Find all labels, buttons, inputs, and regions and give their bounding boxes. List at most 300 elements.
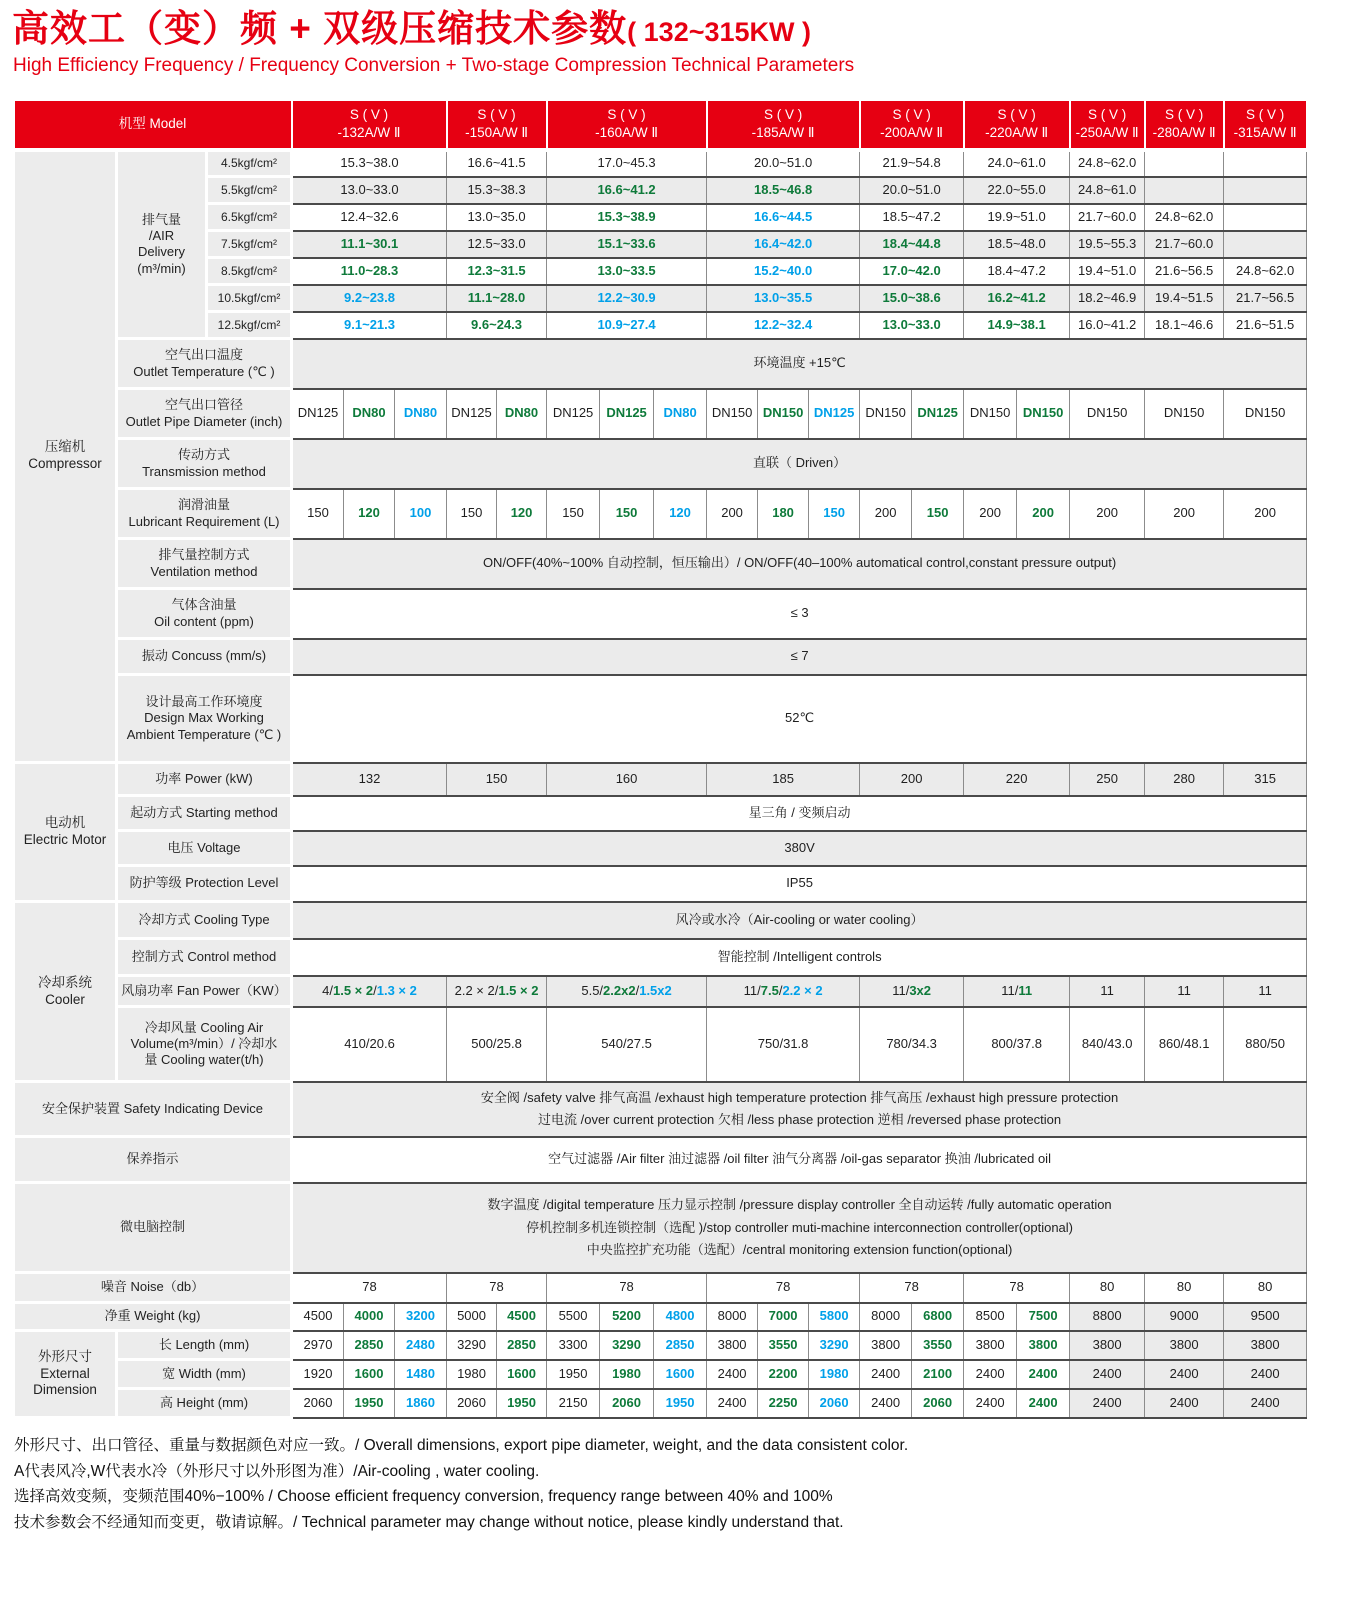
air-delivery-row	[14, 285, 1307, 312]
lubricant-cell: 150	[809, 489, 860, 539]
attr-row	[14, 831, 1307, 866]
pressure-label: 6.5kgf/cm²	[207, 204, 292, 231]
concuss-value: ≤ 7	[292, 639, 1307, 675]
pipe-diameter-cell: DN150	[860, 389, 912, 439]
attr-row	[14, 796, 1307, 831]
attr-label-lubricant: 润滑油量 Lubricant Requirement (L)	[117, 489, 292, 539]
height-cell: 1950	[344, 1389, 395, 1418]
noise-cell: 80	[1070, 1273, 1145, 1303]
cooling-volume-cell: 880/50	[1224, 1007, 1307, 1082]
length-cell: 3290	[600, 1331, 654, 1360]
attr-label-cooling-type: 冷却方式 Cooling Type	[117, 902, 292, 939]
fan-power-cell: 11	[1070, 976, 1145, 1007]
attr-label-design-temp: 设计最高工作环境度 Design Max Working Ambient Temperature (℃ )	[117, 675, 292, 763]
maintenance-value: 空气过滤器 /Air filter 油过滤器 /oil filter 油气分离器 /oil-gas separator 换油 /lubricated oil	[292, 1137, 1307, 1183]
height-cell: 2400	[1224, 1389, 1307, 1418]
power-cell: 150	[447, 763, 547, 796]
air-delivery-row	[14, 312, 1307, 339]
pipe-diameter-cell: DN150	[964, 389, 1017, 439]
attr-row	[14, 439, 1307, 489]
air-delivery-cell: 21.6~56.5	[1145, 258, 1224, 285]
air-delivery-cell: 24.8~61.0	[1070, 177, 1145, 204]
air-delivery-cell: 19.4~51.5	[1145, 285, 1224, 312]
air-delivery-cell: 18.1~46.6	[1145, 312, 1224, 339]
air-delivery-cell	[1145, 150, 1224, 177]
pipe-diameter-cell: DN150	[1017, 389, 1070, 439]
pipe-diameter-cell: DN150	[707, 389, 758, 439]
air-delivery-row	[14, 258, 1307, 285]
cooling-volume-cell: 860/48.1	[1145, 1007, 1224, 1082]
height-cell: 2400	[860, 1389, 912, 1418]
protection-value: IP55	[292, 866, 1307, 902]
air-delivery-cell	[1145, 177, 1224, 204]
length-cell: 3800	[1017, 1331, 1070, 1360]
model-header-label: 机型 Model	[14, 100, 292, 150]
oil-content-value: ≤ 3	[292, 589, 1307, 639]
weight-cell: 4800	[654, 1303, 707, 1331]
weight-cell: 8000	[707, 1303, 758, 1331]
width-cell: 2400	[1070, 1360, 1145, 1389]
length-cell: 3800	[707, 1331, 758, 1360]
noise-cell: 80	[1145, 1273, 1224, 1303]
model-header: S ( V ) -315A/W Ⅱ	[1224, 100, 1307, 150]
group-label-compressor: 压缩机 Compressor	[14, 150, 117, 763]
pipe-diameter-cell: DN125	[600, 389, 654, 439]
air-delivery-cell: 16.2~41.2	[964, 285, 1070, 312]
height-cell: 1950	[497, 1389, 547, 1418]
air-delivery-cell: 18.5~48.0	[964, 231, 1070, 258]
air-delivery-row	[14, 204, 1307, 231]
width-cell: 1600	[654, 1360, 707, 1389]
attr-row	[14, 1389, 1307, 1418]
fan-power-cell: 2.2 × 2/1.5 × 2	[447, 976, 547, 1007]
air-delivery-cell: 16.6~41.5	[447, 150, 547, 177]
width-cell: 1980	[447, 1360, 497, 1389]
width-cell: 1950	[547, 1360, 600, 1389]
air-delivery-cell: 13.0~35.0	[447, 204, 547, 231]
transmission-value: 直联（ Driven）	[292, 439, 1307, 489]
pipe-diameter-cell: DN125	[912, 389, 964, 439]
pressure-label: 5.5kgf/cm²	[207, 177, 292, 204]
outlet-temperature-value: 环境温度 +15℃	[292, 339, 1307, 389]
label-noise: 噪音 Noise（db）	[14, 1273, 292, 1303]
attr-row	[14, 1273, 1307, 1303]
footnote: 外形尺寸、出口管径、重量与数据颜色对应一致。/ Overall dimensions, export pipe diameter, weight, and the data consistent color.	[14, 1437, 909, 1455]
lubricant-cell: 100	[395, 489, 447, 539]
air-delivery-cell: 19.9~51.0	[964, 204, 1070, 231]
air-delivery-cell: 22.0~55.0	[964, 177, 1070, 204]
fan-power-cell: 11/11	[964, 976, 1070, 1007]
air-delivery-cell: 21.7~56.5	[1224, 285, 1307, 312]
air-delivery-cell: 18.5~47.2	[860, 204, 964, 231]
fan-power-cell: 11/7.5/2.2 × 2	[707, 976, 860, 1007]
model-header-row	[14, 100, 1307, 150]
air-delivery-cell: 17.0~42.0	[860, 258, 964, 285]
length-cell: 2970	[292, 1331, 344, 1360]
noise-cell: 78	[964, 1273, 1070, 1303]
weight-cell: 9500	[1224, 1303, 1307, 1331]
air-delivery-cell: 12.5~33.0	[447, 231, 547, 258]
parameters-table-wrap	[12, 99, 1339, 1420]
height-cell: 2400	[1070, 1389, 1145, 1418]
label-microcomputer: 微电脑控制	[14, 1183, 292, 1273]
footnote: 选择高效变频，变频范围40%−100% / Choose efficient frequency conversion, frequency range between 40% and 100%	[14, 1488, 833, 1506]
model-header: S ( V ) -132A/W Ⅱ	[292, 100, 447, 150]
width-cell: 1600	[497, 1360, 547, 1389]
pipe-diameter-cell: DN125	[447, 389, 497, 439]
air-delivery-row	[14, 177, 1307, 204]
height-cell: 2400	[964, 1389, 1017, 1418]
lubricant-cell: 200	[1017, 489, 1070, 539]
lubricant-cell: 200	[964, 489, 1017, 539]
air-delivery-cell: 13.0~35.5	[707, 285, 860, 312]
air-delivery-cell: 16.6~41.2	[547, 177, 707, 204]
lubricant-cell: 200	[1224, 489, 1307, 539]
length-cell: 2850	[344, 1331, 395, 1360]
pipe-diameter-cell: DN80	[654, 389, 707, 439]
air-delivery-cell	[1224, 150, 1307, 177]
fan-power-cell: 4/1.5 × 2/1.3 × 2	[292, 976, 447, 1007]
air-delivery-cell: 19.5~55.3	[1070, 231, 1145, 258]
noise-cell: 78	[707, 1273, 860, 1303]
attr-label-power: 功率 Power (kW)	[117, 763, 292, 796]
air-delivery-cell: 24.8~62.0	[1224, 258, 1307, 285]
page-subtitle: High Efficiency Frequency / Frequency Conversion + Two-stage Compression Technical Parameters	[13, 54, 855, 76]
lubricant-cell: 200	[707, 489, 758, 539]
cooling-volume-cell: 840/43.0	[1070, 1007, 1145, 1082]
power-cell: 132	[292, 763, 447, 796]
air-delivery-cell: 16.4~42.0	[707, 231, 860, 258]
length-cell: 3290	[809, 1331, 860, 1360]
air-delivery-cell: 9.6~24.3	[447, 312, 547, 339]
width-cell: 1980	[809, 1360, 860, 1389]
attr-label-height: 高 Height (mm)	[117, 1389, 292, 1418]
air-delivery-cell: 24.8~62.0	[1145, 204, 1224, 231]
length-cell: 2850	[654, 1331, 707, 1360]
fan-power-cell: 11	[1224, 976, 1307, 1007]
width-cell: 2400	[1224, 1360, 1307, 1389]
length-cell: 3300	[547, 1331, 600, 1360]
height-cell: 2060	[292, 1389, 344, 1418]
attr-label-air-delivery: 排气量 /AIR Delivery (m³/min)	[117, 150, 207, 339]
pressure-label: 8.5kgf/cm²	[207, 258, 292, 285]
air-delivery-cell	[1224, 231, 1307, 258]
lubricant-cell: 120	[344, 489, 395, 539]
height-cell: 2060	[447, 1389, 497, 1418]
design-temp-value: 52℃	[292, 675, 1307, 763]
air-delivery-cell: 12.2~32.4	[707, 312, 860, 339]
air-delivery-cell: 18.4~44.8	[860, 231, 964, 258]
air-delivery-cell: 13.0~33.0	[292, 177, 447, 204]
attr-row	[14, 589, 1307, 639]
cooling-volume-cell: 800/37.8	[964, 1007, 1070, 1082]
cooling-volume-cell: 500/25.8	[447, 1007, 547, 1082]
height-cell: 2150	[547, 1389, 600, 1418]
group-label-electric-motor: 电动机 Electric Motor	[14, 763, 117, 902]
height-cell: 1950	[654, 1389, 707, 1418]
attr-row	[14, 1303, 1307, 1331]
weight-cell: 4500	[497, 1303, 547, 1331]
air-delivery-cell: 20.0~51.0	[860, 177, 964, 204]
air-delivery-cell: 10.9~27.4	[547, 312, 707, 339]
lubricant-cell: 200	[1070, 489, 1145, 539]
air-delivery-cell: 21.6~51.5	[1224, 312, 1307, 339]
length-cell: 2480	[395, 1331, 447, 1360]
attr-label-length: 长 Length (mm)	[117, 1331, 292, 1360]
attr-label-transmission: 传动方式 Transmission method	[117, 439, 292, 489]
air-delivery-cell: 13.0~33.0	[860, 312, 964, 339]
air-delivery-cell: 15.1~33.6	[547, 231, 707, 258]
lubricant-cell: 150	[600, 489, 654, 539]
attr-row	[14, 489, 1307, 539]
air-delivery-cell: 15.3~38.0	[292, 150, 447, 177]
lubricant-cell: 150	[292, 489, 344, 539]
pipe-diameter-cell: DN80	[344, 389, 395, 439]
pipe-diameter-cell: DN80	[497, 389, 547, 439]
lubricant-cell: 200	[860, 489, 912, 539]
height-cell: 2250	[758, 1389, 809, 1418]
label-weight: 净重 Weight (kg)	[14, 1303, 292, 1331]
height-cell: 2400	[1145, 1389, 1224, 1418]
attr-row	[14, 1007, 1307, 1082]
width-cell: 1980	[600, 1360, 654, 1389]
cooling-volume-cell: 410/20.6	[292, 1007, 447, 1082]
microcomputer-value: 数字温度 /digital temperature 压力显示控制 /pressure display controller 全自动运转 /fully automatic operation 停机控制多机连锁控制（选配 )/stop controller muti-machine interconnection controller(optional) 中央监控扩充功能（选配）/central monitoring extension function(optional)	[292, 1183, 1307, 1273]
pipe-diameter-cell: DN80	[395, 389, 447, 439]
pipe-diameter-cell: DN125	[809, 389, 860, 439]
noise-cell: 80	[1224, 1273, 1307, 1303]
attr-label-cooling-volume: 冷却风量 Cooling Air Volume(m³/min）/ 冷却水 量 Cooling water(t/h)	[117, 1007, 292, 1082]
noise-cell: 78	[860, 1273, 964, 1303]
height-cell: 1860	[395, 1389, 447, 1418]
cooling-volume-cell: 750/31.8	[707, 1007, 860, 1082]
air-delivery-cell: 15.0~38.6	[860, 285, 964, 312]
power-cell: 220	[964, 763, 1070, 796]
model-header: S ( V ) -160A/W Ⅱ	[547, 100, 707, 150]
starting-value: 星三角 / 变频启动	[292, 796, 1307, 831]
weight-cell: 5500	[547, 1303, 600, 1331]
pressure-label: 7.5kgf/cm²	[207, 231, 292, 258]
weight-cell: 8000	[860, 1303, 912, 1331]
power-cell: 250	[1070, 763, 1145, 796]
attr-label-oil-content: 气体含油量 Oil content (ppm)	[117, 589, 292, 639]
power-cell: 280	[1145, 763, 1224, 796]
fan-power-cell: 11/3x2	[860, 976, 964, 1007]
air-delivery-cell: 12.4~32.6	[292, 204, 447, 231]
attr-row	[14, 389, 1307, 439]
cooling-volume-cell: 540/27.5	[547, 1007, 707, 1082]
attr-row	[14, 539, 1307, 589]
height-cell: 2060	[809, 1389, 860, 1418]
model-header: S ( V ) -280A/W Ⅱ	[1145, 100, 1224, 150]
air-delivery-cell: 9.2~23.8	[292, 285, 447, 312]
attr-label-ventilation: 排气量控制方式 Ventilation method	[117, 539, 292, 589]
width-cell: 2400	[964, 1360, 1017, 1389]
pressure-label: 4.5kgf/cm²	[207, 150, 292, 177]
air-delivery-cell: 20.0~51.0	[707, 150, 860, 177]
width-cell: 2100	[912, 1360, 964, 1389]
length-cell: 3800	[1070, 1331, 1145, 1360]
air-delivery-cell: 18.2~46.9	[1070, 285, 1145, 312]
width-cell: 1600	[344, 1360, 395, 1389]
length-cell: 3800	[1145, 1331, 1224, 1360]
group-label-external-dimension: 外形尺寸 External Dimension	[14, 1331, 117, 1418]
attr-label-pipe-diameter: 空气出口管径 Outlet Pipe Diameter (inch)	[117, 389, 292, 439]
pipe-diameter-cell: DN150	[1145, 389, 1224, 439]
lubricant-cell: 120	[497, 489, 547, 539]
noise-cell: 78	[292, 1273, 447, 1303]
lubricant-cell: 150	[912, 489, 964, 539]
fan-power-cell: 11	[1145, 976, 1224, 1007]
cooling-type-value: 风冷或水冷（Air-cooling or water cooling）	[292, 902, 1307, 939]
model-header: S ( V ) -150A/W Ⅱ	[447, 100, 547, 150]
page-title-range: ( 132~315KW )	[627, 17, 812, 47]
air-delivery-cell: 21.7~60.0	[1070, 204, 1145, 231]
noise-cell: 78	[447, 1273, 547, 1303]
air-delivery-row	[14, 231, 1307, 258]
group-label-cooler: 冷却系统 Cooler	[14, 902, 117, 1082]
air-delivery-cell: 14.9~38.1	[964, 312, 1070, 339]
air-delivery-cell: 17.0~45.3	[547, 150, 707, 177]
pipe-diameter-cell: DN150	[1070, 389, 1145, 439]
attr-label-concuss: 振动 Concuss (mm/s)	[117, 639, 292, 675]
power-cell: 315	[1224, 763, 1307, 796]
pipe-diameter-cell: DN150	[1224, 389, 1307, 439]
parameters-table	[12, 99, 1308, 1420]
air-delivery-cell: 21.7~60.0	[1145, 231, 1224, 258]
length-cell: 2850	[497, 1331, 547, 1360]
attr-row	[14, 1183, 1307, 1273]
fan-power-cell: 5.5/2.2x2/1.5x2	[547, 976, 707, 1007]
attr-row	[14, 866, 1307, 902]
lubricant-cell: 120	[654, 489, 707, 539]
weight-cell: 5800	[809, 1303, 860, 1331]
attr-row	[14, 675, 1307, 763]
attr-label-control-method: 控制方式 Control method	[117, 939, 292, 976]
footnote: 技术参数会不经通知而变更，敬请谅解。/ Technical parameter may change without notice, please kindly understand that.	[14, 1513, 844, 1531]
attr-label-fan-power: 风扇功率 Fan Power（KW）	[117, 976, 292, 1007]
air-delivery-cell: 12.3~31.5	[447, 258, 547, 285]
air-delivery-cell: 18.4~47.2	[964, 258, 1070, 285]
length-cell: 3290	[447, 1331, 497, 1360]
page-title-zh: 高效工（变）频 + 双级压缩技术参数	[12, 8, 628, 49]
weight-cell: 5200	[600, 1303, 654, 1331]
page-title	[12, 8, 1339, 51]
length-cell: 3800	[964, 1331, 1017, 1360]
width-cell: 2200	[758, 1360, 809, 1389]
air-delivery-cell	[1224, 177, 1307, 204]
control-method-value: 智能控制 /Intelligent controls	[292, 939, 1307, 976]
pipe-diameter-cell: DN125	[547, 389, 600, 439]
weight-cell: 7500	[1017, 1303, 1070, 1331]
attr-row	[14, 1331, 1307, 1360]
air-delivery-cell: 16.0~41.2	[1070, 312, 1145, 339]
weight-cell: 9000	[1145, 1303, 1224, 1331]
width-cell: 1920	[292, 1360, 344, 1389]
air-delivery-cell: 9.1~21.3	[292, 312, 447, 339]
weight-cell: 5000	[447, 1303, 497, 1331]
air-delivery-cell: 11.0~28.3	[292, 258, 447, 285]
pipe-diameter-cell: DN125	[292, 389, 344, 439]
weight-cell: 3200	[395, 1303, 447, 1331]
air-delivery-cell: 19.4~51.0	[1070, 258, 1145, 285]
lubricant-cell: 150	[447, 489, 497, 539]
air-delivery-cell: 11.1~28.0	[447, 285, 547, 312]
lubricant-cell: 180	[758, 489, 809, 539]
width-cell: 1480	[395, 1360, 447, 1389]
model-header: S ( V ) -185A/W Ⅱ	[707, 100, 860, 150]
voltage-value: 380V	[292, 831, 1307, 866]
air-delivery-cell	[1224, 204, 1307, 231]
air-delivery-cell: 21.9~54.8	[860, 150, 964, 177]
attr-row	[14, 339, 1307, 389]
label-maintenance: 保养指示	[14, 1137, 292, 1183]
air-delivery-cell: 15.2~40.0	[707, 258, 860, 285]
attr-row	[14, 1360, 1307, 1389]
air-delivery-cell: 24.0~61.0	[964, 150, 1070, 177]
air-delivery-cell: 15.3~38.9	[547, 204, 707, 231]
air-delivery-cell: 11.1~30.1	[292, 231, 447, 258]
model-header: S ( V ) -220A/W Ⅱ	[964, 100, 1070, 150]
weight-cell: 4500	[292, 1303, 344, 1331]
attr-label-protection: 防护等级 Protection Level	[117, 866, 292, 902]
width-cell: 2400	[860, 1360, 912, 1389]
air-delivery-cell: 24.8~62.0	[1070, 150, 1145, 177]
lubricant-cell: 200	[1145, 489, 1224, 539]
height-cell: 2060	[600, 1389, 654, 1418]
length-cell: 3550	[912, 1331, 964, 1360]
attr-row	[14, 1082, 1307, 1137]
length-cell: 3800	[860, 1331, 912, 1360]
height-cell: 2400	[707, 1389, 758, 1418]
weight-cell: 8500	[964, 1303, 1017, 1331]
pipe-diameter-cell: DN150	[758, 389, 809, 439]
cooling-volume-cell: 780/34.3	[860, 1007, 964, 1082]
attr-row	[14, 639, 1307, 675]
power-cell: 185	[707, 763, 860, 796]
length-cell: 3550	[758, 1331, 809, 1360]
noise-cell: 78	[547, 1273, 707, 1303]
power-cell: 200	[860, 763, 964, 796]
weight-cell: 8800	[1070, 1303, 1145, 1331]
attr-row	[14, 976, 1307, 1007]
attr-label-starting: 起动方式 Starting method	[117, 796, 292, 831]
attr-row	[14, 1137, 1307, 1183]
model-header: S ( V ) -250A/W Ⅱ	[1070, 100, 1145, 150]
weight-cell: 4000	[344, 1303, 395, 1331]
label-safety-device: 安全保护装置 Safety Indicating Device	[14, 1082, 292, 1137]
pressure-label: 12.5kgf/cm²	[207, 312, 292, 339]
air-delivery-row	[14, 150, 1307, 177]
power-cell: 160	[547, 763, 707, 796]
ventilation-value: ON/OFF(40%~100% 自动控制，恒压输出）/ ON/OFF(40–100% automatical control,constant pressure output)	[292, 539, 1307, 589]
height-cell: 2400	[1017, 1389, 1070, 1418]
safety-device-value: 安全阀 /safety valve 排气高温 /exhaust high temperature protection 排气高压 /exhaust high pressure protection 过电流 /over current protection 欠相 /less phase protection 逆相 /reversed phase protection	[292, 1082, 1307, 1137]
footnote: A代表风冷,W代表水冷（外形尺寸以外形图为准）/Air-cooling , water cooling.	[14, 1462, 540, 1480]
air-delivery-cell: 16.6~44.5	[707, 204, 860, 231]
attr-row	[14, 902, 1307, 939]
weight-cell: 7000	[758, 1303, 809, 1331]
height-cell: 2060	[912, 1389, 964, 1418]
attr-label-outlet-temperature: 空气出口温度 Outlet Temperature (℃ )	[117, 339, 292, 389]
width-cell: 2400	[1145, 1360, 1224, 1389]
attr-row	[14, 939, 1307, 976]
model-header: S ( V ) -200A/W Ⅱ	[860, 100, 964, 150]
length-cell: 3800	[1224, 1331, 1307, 1360]
attr-label-width: 宽 Width (mm)	[117, 1360, 292, 1389]
attr-label-voltage: 电压 Voltage	[117, 831, 292, 866]
air-delivery-cell: 12.2~30.9	[547, 285, 707, 312]
